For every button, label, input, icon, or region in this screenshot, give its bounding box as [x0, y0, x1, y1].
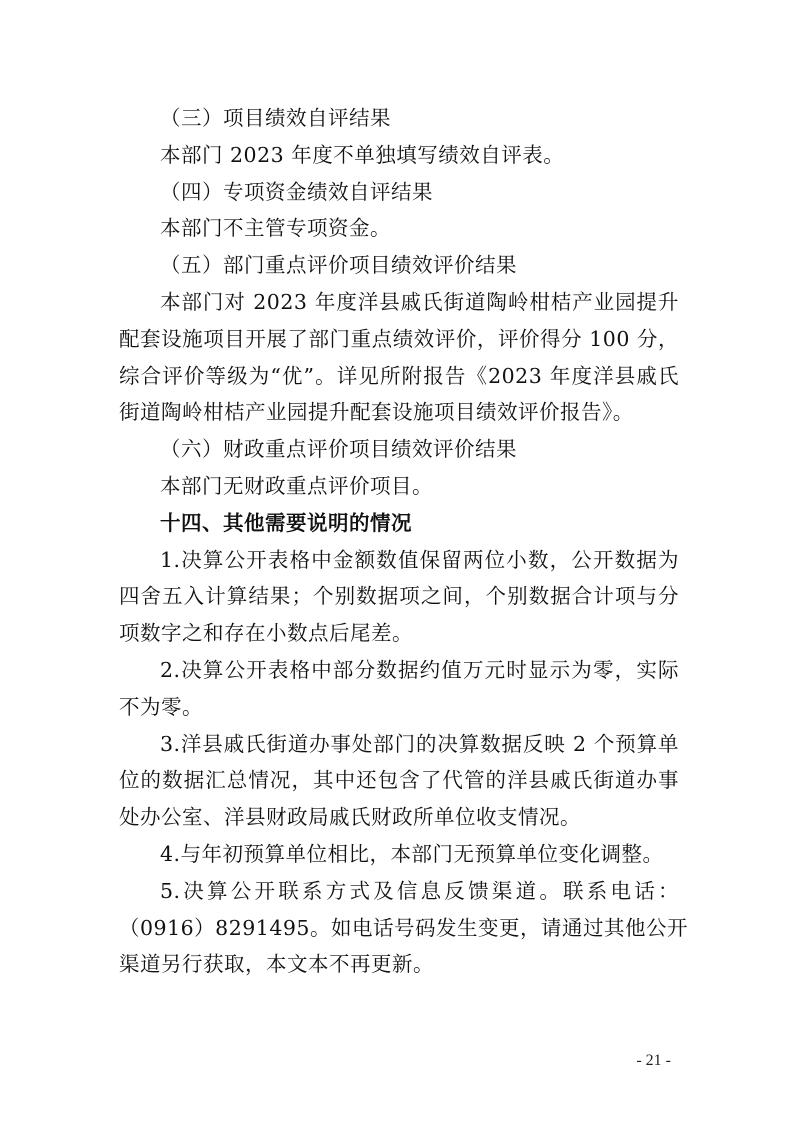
- section-heading-finance-key-evaluation: （六）财政重点评价项目绩效评价结果: [160, 437, 517, 462]
- paragraph-line: 本部门对 2023 年度洋县戚氏街道陶岭柑桔产业园提升: [160, 289, 679, 314]
- page-number: - 21 -: [636, 1052, 671, 1069]
- chapter-heading-other-notes: 十四、其他需要说明的情况: [160, 510, 412, 535]
- section-heading-project-self-evaluation: （三）项目绩效自评结果: [160, 106, 391, 130]
- paragraph-line: 本部门不主管专项资金。: [160, 216, 391, 241]
- list-item-line: 四舍五入计算结果；个别数据项之间，个别数据合计项与分: [119, 584, 679, 609]
- list-item-line: 2.决算公开表格中部分数据约值万元时显示为零，实际: [160, 657, 679, 682]
- list-item-line: 处办公室、洋县财政局戚氏财政所单位收支情况。: [119, 805, 581, 830]
- paragraph-line: 综合评价等级为“优”。详见所附报告《2023 年度洋县戚氏: [119, 363, 679, 388]
- list-item-line: 4.与年初预算单位相比，本部门无预算单位变化调整。: [160, 841, 664, 866]
- document-body: [119, 100, 688, 983]
- list-item-line: 位的数据汇总情况，其中还包含了代管的洋县戚氏街道办事: [119, 768, 679, 793]
- paragraph-line: 街道陶岭柑桔产业园提升配套设施项目绩效评价报告》。: [119, 400, 634, 425]
- paragraph-line: 本部门 2023 年度不单独填写绩效自评表。: [160, 142, 565, 167]
- list-item-line: 1.决算公开表格中金额数值保留两位小数，公开数据为: [160, 547, 679, 572]
- list-item-line: 5.决算公开联系方式及信息反馈渠道。联系电话：: [160, 878, 679, 903]
- paragraph-line: 配套设施项目开展了部门重点绩效评价，评价得分 100 分，: [119, 326, 679, 351]
- list-item-line: 项数字之和存在小数点后尾差。: [119, 621, 413, 646]
- paragraph-line: 本部门无财政重点评价项目。: [160, 473, 433, 498]
- list-item-line: 3.洋县戚氏街道办事处部门的决算数据反映 2 个预算单: [160, 731, 679, 756]
- section-heading-special-funds: （四）专项资金绩效自评结果: [160, 179, 433, 204]
- list-item-line: 渠道另行获取，本文本不再更新。: [119, 952, 434, 977]
- section-heading-department-key-evaluation: （五）部门重点评价项目绩效评价结果: [160, 253, 517, 278]
- list-item-line: 不为零。: [119, 694, 203, 719]
- list-item-line: （0916）8291495。如电话号码发生变更，请通过其他公开: [119, 915, 688, 940]
